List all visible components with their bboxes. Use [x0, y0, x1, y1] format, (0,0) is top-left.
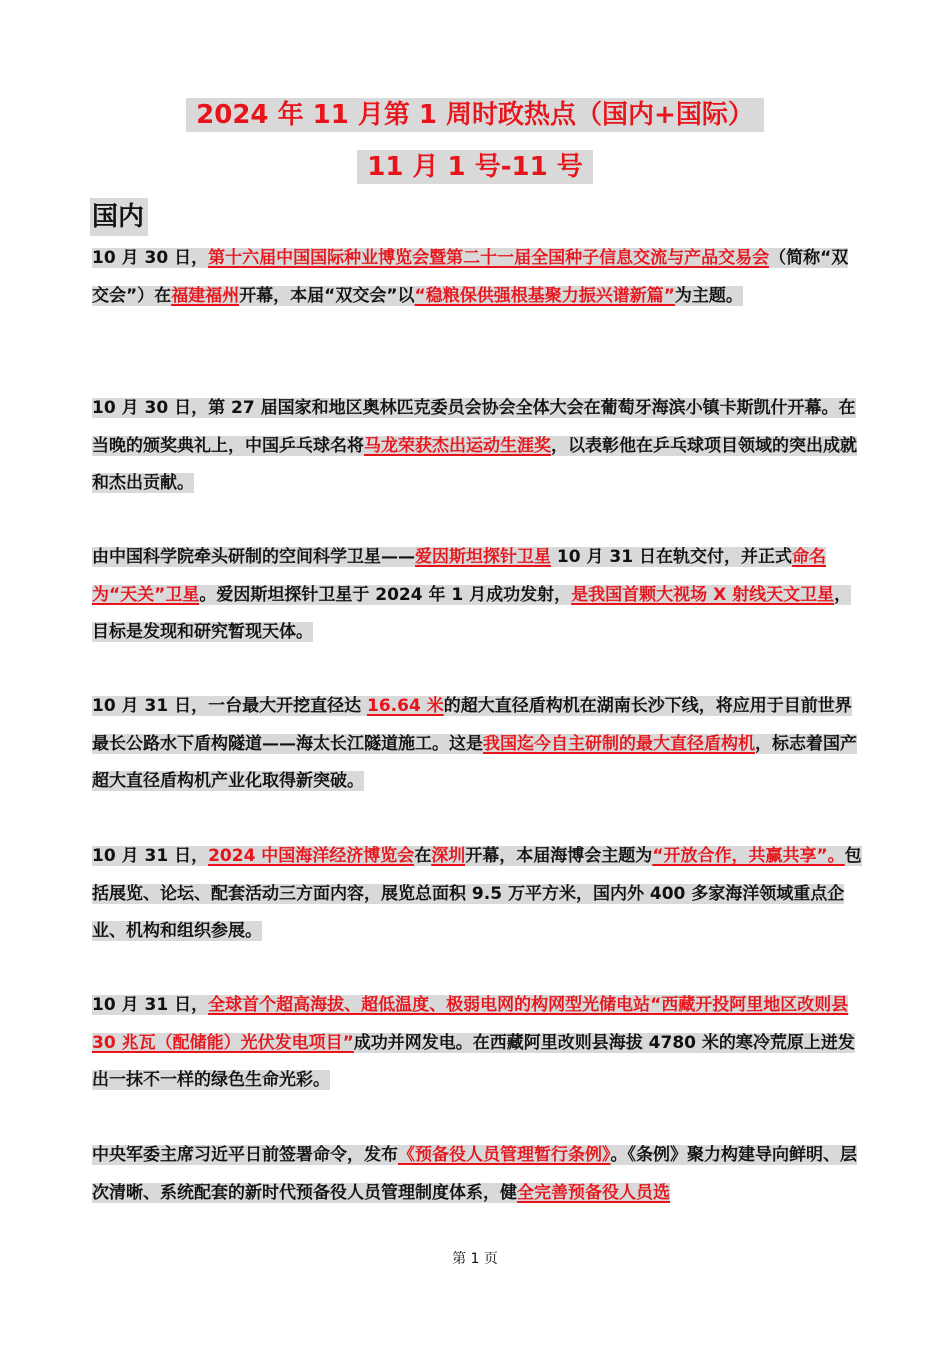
news-paragraph	[92, 688, 862, 801]
news-paragraph	[92, 539, 862, 652]
highlighted-keyword: 福建福州	[171, 285, 240, 306]
paragraph-text: 10 月 31 日，一台最大开挖直径达	[92, 696, 367, 716]
highlighted-keyword: 全完善预备役人员选	[517, 1182, 670, 1203]
document-title: 2024 年 11 月第 1 周时政热点（国内+国际）	[0, 96, 950, 134]
highlighted-keyword: 《预备役人员管理暂行条例》	[398, 1145, 611, 1165]
paragraph-text: 成功并网发电。在西藏阿里改则县海拔 4780 米的寒冷荒原上迸发出一抹不一样的绿色生命光彩。	[92, 1032, 855, 1090]
paragraph-text: 10 月 31 日，	[92, 995, 209, 1015]
news-paragraph	[92, 240, 862, 315]
highlighted-keyword: 全球首个超高海拔、超低温度、极弱电网的构网型光储电站“西藏开投阿里地区改则县 30 兆瓦（配储能）光伏发电项目”	[92, 995, 849, 1053]
highlighted-keyword: 第十六届中国国际种业博览会暨第二十一届全国种子信息交流与产品交易会	[208, 248, 770, 268]
highlighted-keyword: 命名为“天关”卫星	[92, 547, 826, 605]
highlighted-keyword: 爱因斯坦探针卫星	[415, 547, 551, 567]
paragraph-text: 10 月 31 日在轨交付，并正式	[551, 547, 792, 567]
paragraph-text: （简称“双交会”）在	[92, 248, 849, 306]
news-paragraph	[92, 1137, 862, 1212]
paragraph-text: 在	[414, 846, 432, 866]
paragraph-text: 开幕，本届海博会主题为	[465, 846, 653, 866]
highlighted-keyword: 深圳	[431, 846, 466, 866]
news-paragraph	[92, 838, 862, 951]
highlighted-keyword: 马龙荣获杰出运动生涯奖	[364, 435, 551, 456]
paragraph-text: 10 月 30 日，	[92, 248, 209, 268]
highlighted-keyword: 是我国首颗大视场 X 射线天文卫星	[571, 584, 835, 605]
paragraph-text: 包括展览、论坛、配套活动三方面内容，展览总面积 9.5 万平方米，国内外 400 多家海洋领域重点企业、机构和组织参展。	[92, 846, 862, 941]
highlighted-keyword: 我国迄今自主研制的最大直径盾构机	[483, 733, 755, 754]
document-date-range: 11 月 1 号-11 号	[0, 148, 950, 186]
paragraph-text: 中央军委主席习近平日前签署命令，发布	[92, 1145, 398, 1165]
news-paragraph	[92, 390, 862, 503]
highlighted-keyword: “稳粮保供强根基聚力振兴谱新篇”	[414, 285, 675, 306]
paragraph-text: 10 月 31 日，	[92, 846, 209, 866]
paragraph-text: ，标志着国产超大直径盾构机产业化取得新突破。	[92, 733, 857, 791]
paragraph-text: ，目标是发现和研究暂现天体。	[92, 584, 852, 642]
paragraph-text: 。《条例》聚力构建导向鲜明、层次清晰、系统配套的新时代预备役人员管理制度体系，健	[92, 1145, 857, 1203]
page-number: 第 1 页	[452, 1251, 498, 1267]
highlighted-keyword: 16.64 米	[367, 696, 444, 716]
paragraph-text: 10 月 30 日，第 27 届国家和地区奥林匹克委员会协会全体大会在葡萄牙海滨小镇卡斯凯什开幕。在当晚的颁奖典礼上，中国乒乓球名将	[92, 398, 856, 456]
paragraph-text: 。爱因斯坦探针卫星于 2024 年 1 月成功发射，	[199, 584, 572, 605]
paragraph-text: 的超大直径盾构机在湖南长沙下线，将应用于目前世界最长公路水下盾构隧道——海太长江隧道施工。这是	[92, 696, 852, 754]
paragraph-text: ，以表彰他在乒乓球项目领域的突出成就和杰出贡献。	[92, 435, 857, 493]
highlighted-keyword: “开放合作，共赢共享”。	[652, 846, 845, 866]
paragraph-text: 开幕，本届“双交会”以	[239, 285, 415, 306]
paragraph-text: 由中国科学院牵头研制的空间科学卫星——	[92, 547, 415, 567]
highlighted-keyword: 2024 中国海洋经济博览会	[208, 846, 415, 866]
news-paragraph	[92, 987, 862, 1100]
paragraph-text: 为主题。	[674, 285, 743, 306]
section-heading-domestic: 国内	[90, 198, 148, 236]
